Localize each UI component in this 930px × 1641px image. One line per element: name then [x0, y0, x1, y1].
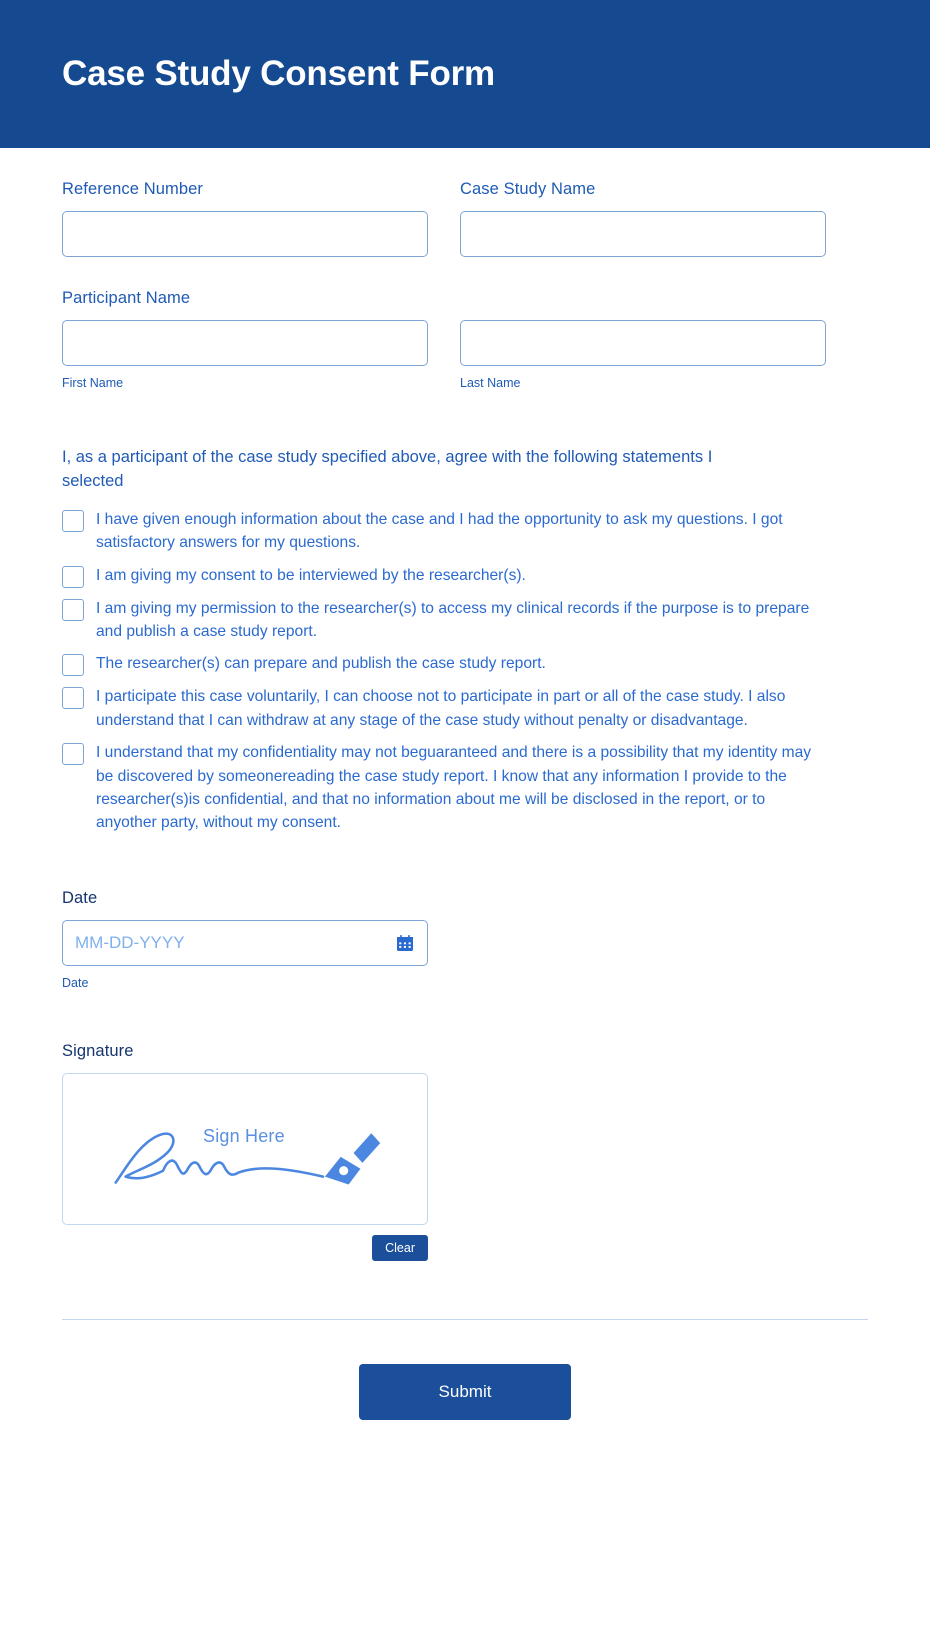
label-signature: Signature	[62, 1041, 134, 1060]
field-first-name	[62, 320, 428, 390]
consent-section	[62, 446, 868, 835]
label-date: Date	[62, 888, 98, 907]
sub-label-first-name: First Name	[62, 376, 124, 390]
field-signature	[62, 1042, 868, 1261]
consent-item[interactable]	[62, 508, 868, 555]
consent-checkbox-3[interactable]	[62, 599, 84, 621]
label-participant-name: Participant Name	[62, 289, 191, 307]
first-name-input[interactable]	[62, 320, 428, 366]
clear-signature-button[interactable]: Clear	[372, 1235, 428, 1261]
consent-item[interactable]	[62, 652, 868, 676]
consent-label-2: I am giving my consent to be interviewed by the researcher(s).	[96, 566, 526, 584]
date-input[interactable]	[62, 920, 428, 966]
sub-label-last-name: Last Name	[460, 376, 521, 390]
consent-label-4: The researcher(s) can prepare and publish the case study report.	[96, 655, 546, 673]
consent-label-1: I have given enough information about the case and I had the opportunity to ask my questions. I got satisfactory answers for my questions.	[96, 510, 783, 552]
field-participant-name	[62, 289, 868, 390]
row-reference-and-case-name	[62, 148, 868, 257]
consent-item[interactable]	[62, 741, 868, 835]
consent-checkbox-6[interactable]	[62, 743, 84, 765]
consent-item[interactable]	[62, 597, 868, 644]
consent-checkbox-2[interactable]	[62, 566, 84, 588]
signature-pad[interactable]	[62, 1073, 428, 1225]
pen-nib-icon	[325, 1133, 380, 1184]
consent-label-3: I am giving my permission to the researcher(s) to access my clinical records if the purpose is to prepare and publish a case study report.	[96, 599, 810, 641]
field-case-study-name	[460, 148, 826, 257]
sub-label-date: Date	[62, 975, 89, 990]
consent-checkbox-4[interactable]	[62, 654, 84, 676]
consent-label-6: I understand that my confidentiality may not beguaranteed and there is a possibility that my identity may be discovered by someonereading the case study report. I know that any information I provide to the researcher(s)is confidential, and that no information about me will be disclosed in the report, or to anyother party, without my consent.	[96, 744, 812, 832]
consent-intro-text: I, as a participant of the case study specified above, agree with the following statements I selected	[62, 448, 713, 490]
submit-button[interactable]: Submit	[359, 1364, 571, 1420]
label-case-study-name: Case Study Name	[460, 180, 596, 198]
consent-item[interactable]	[62, 564, 868, 588]
label-reference-number: Reference Number	[62, 180, 203, 198]
form-header	[0, 0, 930, 148]
last-name-input[interactable]	[460, 320, 826, 366]
case-study-name-input[interactable]	[460, 211, 826, 257]
date-input-wrapper	[62, 920, 428, 966]
consent-checkbox-5[interactable]	[62, 687, 84, 709]
row-participant-name-inputs	[62, 320, 868, 390]
signature-clear-row	[62, 1235, 428, 1261]
form-body	[0, 148, 930, 1420]
field-reference-number	[62, 148, 428, 257]
reference-number-input[interactable]	[62, 211, 428, 257]
field-date	[62, 889, 868, 990]
consent-label-5: I participate this case voluntarily, I can choose not to participate in part or all of the case study. I also understand that I can withdraw at any stage of the case study without penalty or disadvantage.	[96, 688, 786, 729]
consent-checkbox-1[interactable]	[62, 510, 84, 532]
page-title: Case Study Consent Form	[62, 54, 495, 93]
consent-item[interactable]	[62, 685, 868, 732]
field-last-name	[460, 320, 826, 390]
signature-squiggle-icon	[63, 1074, 427, 1224]
submit-row	[62, 1320, 868, 1420]
signature-hint-text: Sign Here	[203, 1125, 285, 1146]
